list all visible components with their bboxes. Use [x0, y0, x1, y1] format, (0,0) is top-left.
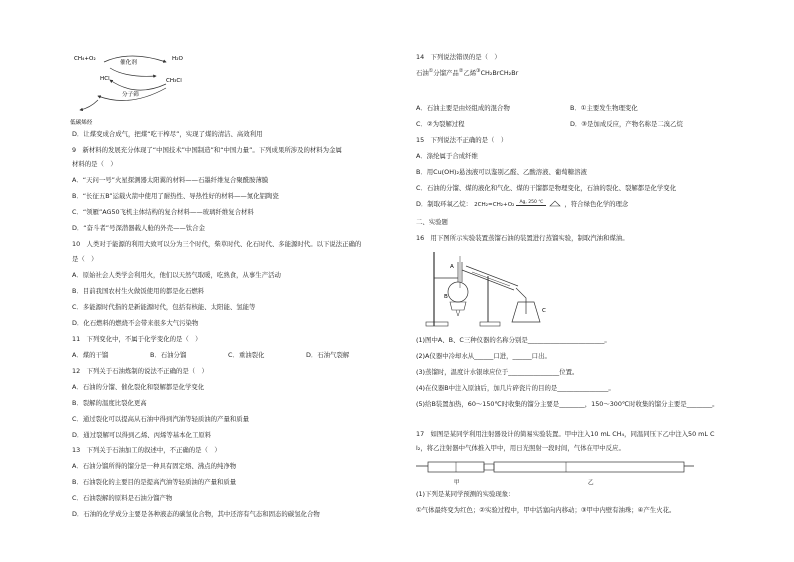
q11-stem: 11 下列变化中，不属于化学变化的是（ ） — [72, 335, 202, 343]
q9-stem-line1: 9 新材料的发展充分体现了“中国技术”中国制造”和“中国力量”。下列成果所涉及的材料为金属 — [72, 146, 342, 154]
cycle-catalyst: 催化剂 — [120, 60, 137, 66]
q14-option-b: B．①主要发生物理变化 — [570, 104, 638, 112]
q14-step2: ② — [458, 68, 464, 74]
q12-stem: 12 下列关于石油炼制的说法不正确的是（ ） — [72, 367, 208, 375]
q17-sub-2: ①气体最终变为红色；②实验过程中，甲中活塞向内移动；③甲中内壁有油珠；④产生火花。 — [416, 506, 676, 514]
q14-product1: 分馏产品 — [433, 69, 459, 77]
q16-stem: 16 用下图所示实验装置蒸馏石油的装置进行蒸馏实验，制取汽油和煤油。 — [416, 234, 629, 242]
q16-sub-3: (3)蒸馏时，温度计水银球应位于________________位置。 — [416, 368, 579, 376]
syringe-label-yi: 乙 — [588, 480, 594, 486]
q14-option-a: A．石油主要是由烃组成的混合物 — [416, 104, 510, 112]
q11-option-a: A．煤的干馏 — [72, 351, 109, 359]
q14-stem: 14 下列说法错误的是（ ） — [416, 53, 501, 61]
q16-sub-5: (5)给B装置加热，60～150℃时收集的馏分主要是________，150～300℃时收集的馏分主要是________。 — [416, 400, 719, 408]
methane-cycle-diagram — [70, 48, 200, 128]
apparatus-label-b: B — [444, 294, 448, 300]
q12-option-a: A．石油的分馏、催化裂化和裂解都是化学变化 — [72, 383, 205, 391]
apparatus-label-a: A — [450, 264, 454, 270]
q10-option-d: D．化石燃料的燃烧不会带来很多大气污染物 — [72, 319, 199, 327]
q14-step3: ③ — [476, 68, 481, 74]
q13-option-a: A．石油分馏所得的馏分是一种具有固定熔、沸点的纯净物 — [72, 462, 237, 470]
cycle-sieve: 分子筛 — [122, 92, 139, 98]
q14-step1: ① — [428, 68, 434, 74]
q17-stem-line2: l₂，将乙注射器中气体推入甲中，用日光照射一段时间，气体在甲中反应。 — [416, 444, 625, 452]
apparatus-label-c: C — [542, 308, 546, 314]
epoxide-ring-icon — [548, 200, 562, 208]
q14-option-c: C．②为裂解过程 — [416, 120, 465, 128]
q10-option-c: C．多能源时代指的是新能源时代，包括有核能、太阳能、氢能等 — [72, 303, 256, 311]
q12-option-b: B．裂解的温度比裂化更高 — [72, 399, 147, 407]
q11-option-d: D．石油气裂解 — [306, 351, 350, 359]
q13-option-c: C．石油裂解的原料是石油分馏产物 — [72, 494, 173, 502]
section-heading-experiment: 二、实验题 — [416, 218, 448, 226]
q12-option-d: D．通过裂解可以得到乙烯、丙烯等基本化工原料 — [72, 431, 212, 439]
syringe-label-jia: 甲 — [454, 480, 460, 486]
q9-stem-line2: 材料的是（ ） — [72, 160, 117, 168]
q15-option-b: B．用Cu(OH)₂悬浊液可以鉴别乙醛、乙酸溶液、葡萄糖溶液 — [416, 168, 587, 176]
q13-stem: 13 下列关于石油加工的叙述中，不正确的是（ ） — [72, 446, 221, 454]
q14-reaction-chain — [416, 69, 518, 78]
q14-oil: 石油 — [416, 69, 429, 77]
q15-d-condition: Ag, 250 ℃ — [516, 200, 546, 206]
q9-option-c: C．“领雁”AG50飞机主体结构的复合材料——玻璃纤维复合材料 — [72, 208, 254, 216]
q14-options-row1 — [416, 104, 716, 112]
q16-sub-2: (2)A仪器中冷却水从______口进，______口出。 — [416, 352, 551, 360]
q11-option-c: C．重油裂化 — [228, 351, 265, 359]
q11-option-b: B．石油分馏 — [150, 351, 187, 359]
q15-d-suffix: ，符合绿色化学的理念 — [564, 200, 629, 208]
q14-product2: 乙烯 — [463, 69, 477, 77]
q13-option-b: B．石油裂化的主要目的是提高汽油等轻质油的产量和质量 — [72, 478, 237, 486]
q15-option-c: C．石油的分馏、煤的液化和气化、煤的干馏都是物理变化，石油的裂化、裂解都是化学变化 — [416, 184, 677, 192]
cycle-h2o: H₂O — [172, 56, 183, 62]
q10-stem-line1: 10 人类对于能源的利用大致可以分为三个时代，柴草时代、化石时代、多能源时代。以下说法正确的 — [72, 240, 362, 248]
cycle-hcl: HCl — [100, 76, 110, 82]
q8-option-d: D．让煤变成合成气，把煤“吃干榨尽”，实现了煤的清洁、高效利用 — [72, 130, 263, 138]
q16-sub-4: (4)在仪器B中注入原油后，加几片碎瓷片的目的是________________。 — [416, 384, 615, 392]
cycle-olefin: 低碳烯烃 — [70, 120, 93, 126]
q9-option-d: D．“奋斗者”号深潜器载人舱的外壳——钛合金 — [72, 224, 205, 232]
q15-stem: 15 下列说法不正确的是（ ） — [416, 136, 508, 144]
q14-options-row2 — [416, 120, 716, 128]
q15-d-equation: 2CH₂=CH₂+O₂ — [474, 202, 515, 208]
distillation-apparatus-diagram — [424, 248, 574, 328]
syringe-setup-diagram — [416, 454, 696, 488]
q17-stem-line1: 17 如图是某同学利用注射器设计的简易实验装置。甲中注入10 mL CH₄，同温同压下乙中注入50 mL C — [416, 430, 715, 438]
q17-sub-1: (1)下列是某同学预测的实验现象： — [416, 490, 515, 498]
q12-option-c: C．通过裂化可以提高从石油中得到汽油等轻质油的产量和质量 — [72, 415, 250, 423]
q11-options — [72, 351, 372, 359]
q10-option-a: A．原始社会人类学会利用火，他们以天然气取暖，吃熟食，从事生产活动 — [72, 271, 281, 279]
cycle-ch4o2: CH₄+O₂ — [74, 56, 96, 62]
q15-option-d — [416, 200, 628, 210]
cycle-ch3cl: CH₃Cl — [166, 78, 182, 84]
q14-product3: CH₂BrCH₂Br — [480, 69, 519, 77]
q10-option-b: B．目前我国农村生火做饭使用的都是化石燃料 — [72, 287, 205, 295]
q14-option-d: D．③是加成反应，产物名称是二溴乙烷 — [570, 120, 683, 128]
q16-sub-1: (1)图中A、B、C三种仪器的名称分别是________________________。 — [416, 336, 611, 344]
q13-option-d: D．石油的化学成分主要是各种液态的碳氢化合物，其中还溶有气态和固态的碳氢化合物 — [72, 510, 320, 518]
q9-option-b: B．“长征五B”运载火箭中使用了耐热性、导热性好的材料——氮化铝陶瓷 — [72, 192, 279, 200]
q15-option-a: A．涤纶属于合成纤维 — [416, 152, 478, 160]
q15-d-prefix: D．制取环氧乙烷： — [416, 200, 473, 208]
q10-stem-line2: 是（ ） — [72, 255, 98, 263]
q9-option-a: A．“天问一号”火星探测器太阳翼的材料——石墨纤维复合聚酰胺薄膜 — [72, 176, 269, 184]
